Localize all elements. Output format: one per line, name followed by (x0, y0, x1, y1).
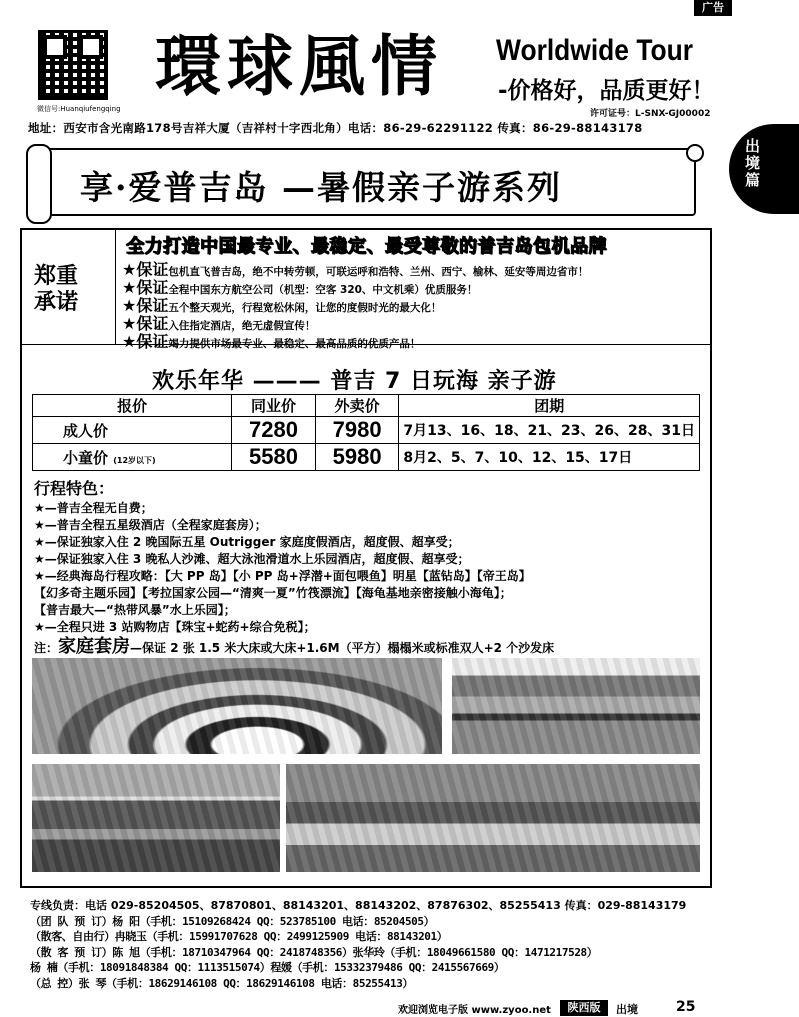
feature-item: ★—普吉全程五星级酒店（全程家庭套房）； (34, 518, 267, 532)
col-header: 外卖价 (315, 395, 399, 417)
wechat-id: 微信号:Huanqiufengqing (37, 105, 121, 113)
tour-title: 欢乐年华 ——— 普吉 7 日玩海 亲子游 (152, 369, 557, 394)
price-label-text: 小童价 (63, 448, 109, 467)
license-number: 许可证号：L-SNX-GJ00002 (590, 109, 711, 119)
promise-item-text: 全程中国东方航空公司（机型：空客 320、中文机乘）优质服务！ (168, 284, 478, 296)
water-slide-photo (32, 658, 442, 754)
slide-tower-photo (32, 764, 280, 872)
room-note (34, 632, 554, 658)
contact-list (30, 898, 710, 991)
promise-label-box (22, 230, 116, 344)
trade-price: 5580 (232, 444, 316, 471)
edition-badge: 陕西版 (560, 1000, 608, 1016)
price-label (33, 444, 232, 471)
feature-item: ★—全程只进 3 站购物店【珠宝+蛇药+综合免税】； (34, 620, 316, 634)
promise-item (122, 334, 710, 352)
feature-item: ★—经典海岛行程攻略：【大 PP 岛】【小 PP 岛+浮潜+面包喂鱼】明星【蓝钻岛】【帝王岛】 (34, 569, 531, 583)
promise-item (122, 280, 710, 298)
feature-item: 【幻多奇主题乐园】【考拉国家公园—“清爽一夏”竹筏漂流】【海龟基地亲密接触小海龟】； (34, 586, 512, 600)
promise-item-text: 入住指定酒店，绝无虚假宣传！ (168, 320, 316, 332)
promise-item-text: 竭力提供市场最专业、最稳定、最高品质的优质产品！ (168, 338, 421, 350)
col-header: 同业价 (232, 395, 316, 417)
promise-item-mark: ★保证 (122, 332, 169, 351)
promise-item-mark: ★保证 (122, 260, 169, 279)
title-banner (38, 148, 696, 216)
address-line: 地址：西安市含光南路178号吉祥大厦（吉祥村十字西北角）电话：86-29-62291122 传真：86-29-88143178 (28, 121, 643, 135)
promise-item (122, 316, 710, 334)
feature-item: ★—保证独家入住 2 晚国际五星 Outrigger 家庭度假酒店，超度假、超享受； (34, 535, 460, 549)
price-table (32, 394, 700, 471)
note-highlight: 家庭套房 (58, 636, 131, 657)
water-park-photo (286, 764, 700, 872)
price-label-text: 成人价 (63, 421, 109, 440)
table-header-row (33, 395, 700, 417)
promise-item-mark: ★保证 (122, 314, 169, 333)
promise-label: 郑重承诺 (34, 264, 79, 315)
promise-item-text: 五个整天观光，行程宽松休闲，让您的度假时光的最大化！ (168, 302, 442, 314)
table-row (33, 444, 700, 471)
page-number: 25 (676, 999, 696, 1015)
section-tab-label: 出境篇 (745, 137, 761, 189)
price-label (33, 417, 232, 444)
section-tab[interactable] (729, 124, 799, 214)
departure-dates: 7月13、16、18、21、23、26、28、31日 (399, 417, 700, 444)
promise-item (122, 298, 710, 316)
departure-dates: 8月2、5、7、10、12、15、17日 (399, 444, 700, 471)
slogan: -价格好，品质更好！ (498, 78, 715, 104)
promise-item-mark: ★保证 (122, 278, 169, 297)
promise-list (122, 262, 710, 352)
note-text: —保证 2 张 1.5 米大床或大床+1.6M（平方）榻榻米或标准双人+2 个沙发床 (130, 641, 555, 655)
price-label-note: (12岁以下) (113, 455, 156, 465)
footer-website[interactable]: 欢迎浏览电子版 www.zyoo.net (398, 1005, 551, 1016)
table-row (33, 417, 700, 444)
promise-item (122, 262, 710, 280)
feature-item: ★—保证独家入住 3 晚私人沙滩、超大泳池滑道水上乐园酒店，超度假、超享受； (34, 552, 470, 566)
divider (22, 344, 710, 345)
note-prefix: 注： (34, 641, 59, 655)
contact-line: （总 控）张 琴（手机：18629146108 QQ：18629146108 电话：85255413） (30, 976, 414, 990)
col-header: 报价 (33, 395, 232, 417)
qr-code-icon (38, 30, 108, 100)
header (20, 20, 715, 138)
page-title: 享·爱普吉岛 —暑假亲子游系列 (80, 168, 562, 207)
feature-item: 【普吉最大—“热带风暴”水上乐园】； (34, 603, 236, 617)
ad-tag: 广告 (694, 0, 732, 16)
features-title: 行程特色： (34, 479, 115, 498)
pool-photo (452, 658, 700, 754)
col-header: 团期 (399, 395, 700, 417)
promise-item-text: 包机直飞普吉岛，绝不中转劳顿，可联运呼和浩特、兰州、西宁、榆林、延安等周边省市！ (168, 266, 589, 278)
promise-headline: 全力打造中国最专业、最稳定、最受尊敬的普吉岛包机品牌 (126, 236, 607, 257)
contact-line: 专线负责：电话 029-85204505、87870801、88143201、88143202、87876302、85255413 传真：029-88143179 (30, 899, 687, 912)
promise-item-mark: ★保证 (122, 296, 169, 315)
retail-price: 7980 (315, 417, 399, 444)
features-list (34, 500, 706, 636)
trade-price: 7280 (232, 417, 316, 444)
main-content (20, 228, 712, 888)
feature-item: ★—普吉全程无自费； (34, 501, 153, 515)
contact-line: （团 队 预 订）杨 阳（手机：15109268424 QQ：523785100 电话：85204505） (30, 914, 435, 928)
contact-line: （散 客 预 订）陈 旭（手机：18710347964 QQ：2418748356）张华玲（手机：18049661580 QQ：1471217528） (30, 945, 598, 959)
brand-name-en: Worldwide Tour (496, 34, 694, 67)
brand-name-cn: 環球風情 (155, 27, 443, 105)
retail-price: 5980 (315, 444, 399, 471)
footer-section: 出境 (616, 1003, 638, 1016)
contact-line: （散客、自由行）冉晓玉（手机：15991707628 QQ：2499125909 电话：88143201） (30, 930, 448, 943)
contact-line: 杨 楠（手机：18091848384 QQ：1113515074）程媛（手机：15332379486 QQ：2415567669） (30, 961, 505, 974)
